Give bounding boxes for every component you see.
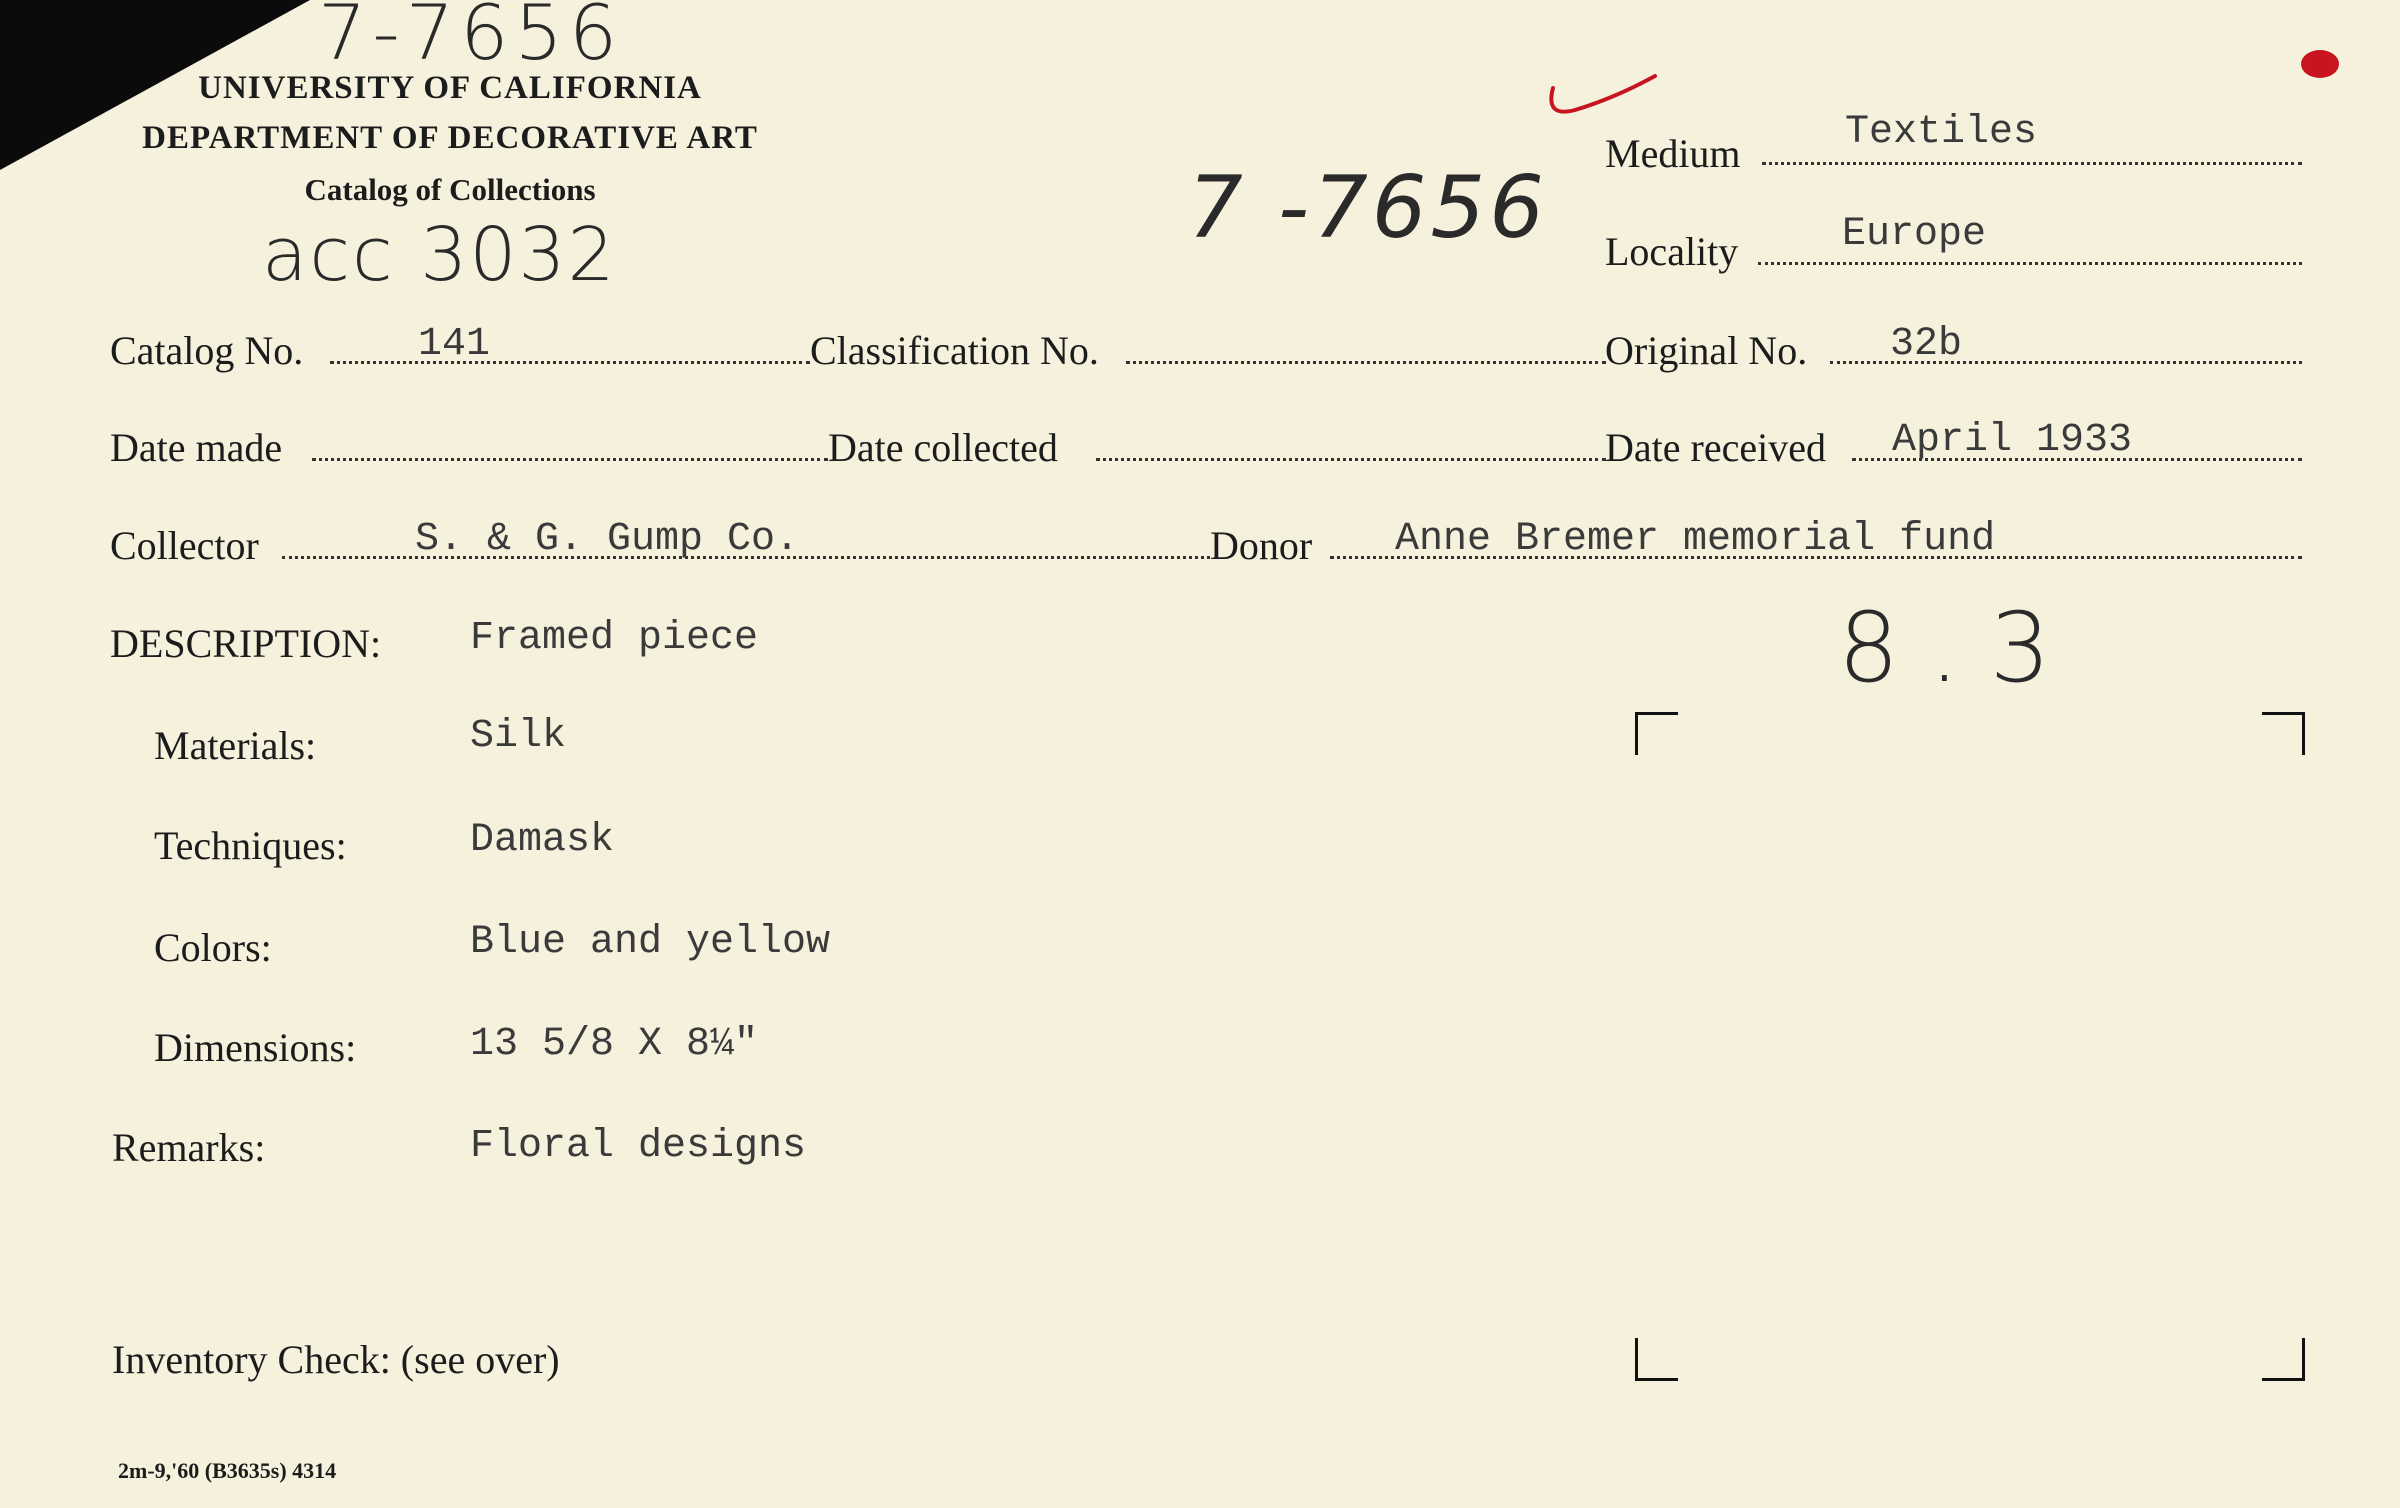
header-catalog: Catalog of Collections: [304, 172, 596, 207]
remarks-label: Remarks:: [112, 1125, 266, 1170]
red-checkmark: [1545, 68, 1665, 128]
header-university: UNIVERSITY OF CALIFORNIA: [198, 70, 702, 106]
materials-label: Materials:: [154, 723, 317, 768]
bracket-bottom-left: [1635, 1338, 1678, 1381]
date-collected-label: Date collected: [828, 425, 1058, 470]
dimensions-value: 13 5/8 X 8¼": [470, 1022, 759, 1067]
handwritten-center-number: 7 -7656: [1188, 158, 1548, 258]
colors-value: Blue and yellow: [470, 920, 831, 965]
locality-line: [1758, 262, 2302, 265]
donor-label: Donor: [1210, 523, 1313, 568]
inventory-check-label: Inventory Check: (see over): [112, 1337, 560, 1382]
date-collected-line: [1096, 458, 1606, 461]
dimensions-label: Dimensions:: [154, 1025, 357, 1070]
date-made-line: [312, 458, 828, 461]
collector-value: S. & G. Gump Co.: [415, 517, 800, 562]
collector-label: Collector: [110, 523, 259, 568]
techniques-value: Damask: [470, 818, 615, 863]
date-made-label: Date made: [110, 425, 283, 470]
red-ink-dot: [2298, 46, 2342, 82]
bracket-bottom-right: [2262, 1338, 2305, 1381]
date-received-label: Date received: [1605, 425, 1826, 470]
medium-label: Medium: [1605, 131, 1741, 176]
description-value: Framed piece: [470, 616, 759, 661]
print-code: 2m-9,'60 (B3635s) 4314: [118, 1458, 337, 1483]
remarks-value: Floral designs: [470, 1124, 807, 1169]
locality-label: Locality: [1605, 229, 1739, 274]
handwritten-top-number: 7-7656: [318, 0, 624, 77]
original-no-label: Original No.: [1605, 328, 1808, 373]
catalog-no-line: [330, 361, 810, 364]
materials-value: Silk: [470, 714, 567, 759]
handwritten-right-number: 8.3: [1838, 592, 2081, 704]
description-label: DESCRIPTION:: [110, 621, 382, 666]
medium-value: Textiles: [1845, 110, 2038, 155]
bracket-top-left: [1635, 712, 1678, 755]
date-received-value: April 1933: [1892, 418, 2133, 463]
medium-line: [1762, 162, 2302, 165]
catalog-no-value: 141: [418, 322, 491, 367]
classification-no-line: [1126, 361, 1606, 364]
locality-value: Europe: [1842, 212, 1987, 257]
classification-no-label: Classification No.: [810, 328, 1099, 373]
catalog-no-label: Catalog No.: [110, 328, 304, 373]
techniques-label: Techniques:: [154, 823, 347, 868]
colors-label: Colors:: [154, 925, 272, 970]
donor-value: Anne Bremer memorial fund: [1395, 517, 1996, 562]
handwritten-accession: acc 3032: [262, 212, 617, 298]
header-department: DEPARTMENT OF DECORATIVE ART: [142, 120, 758, 156]
original-no-value: 32b: [1890, 322, 1963, 367]
bracket-top-right: [2262, 712, 2305, 755]
